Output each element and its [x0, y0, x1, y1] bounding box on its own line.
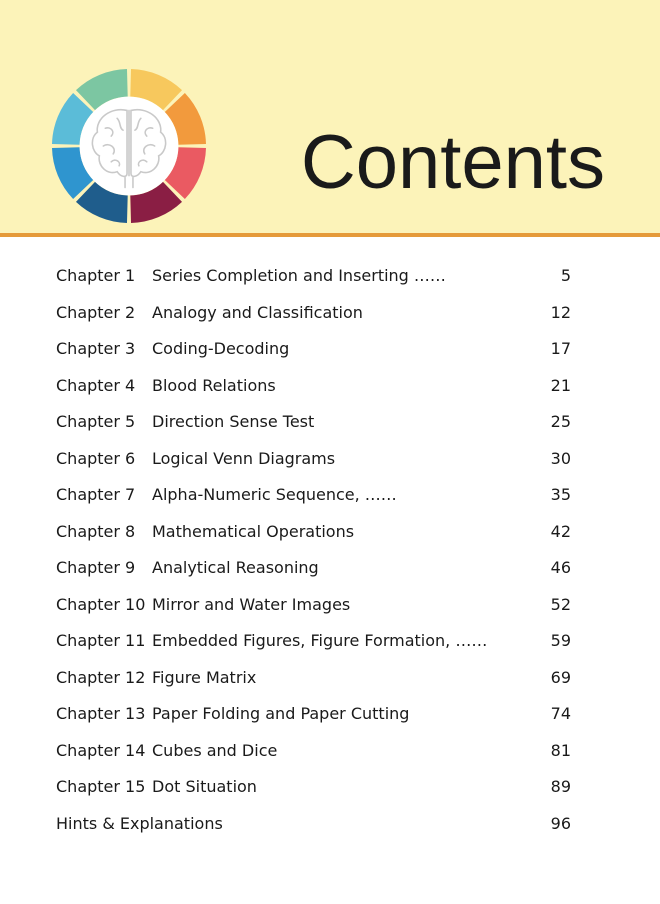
hints-label: Hints & Explanations — [56, 813, 223, 833]
chapter-number: Chapter 12 — [56, 667, 146, 687]
header-banner — [0, 0, 660, 237]
toc-row — [0, 587, 660, 623]
toc-row — [0, 295, 660, 331]
chapter-number: Chapter 14 — [56, 740, 146, 760]
chapter-number: Chapter 4 — [56, 375, 136, 395]
page-number: 59 — [550, 631, 571, 650]
toc-row — [0, 514, 660, 550]
chapter-number: Chapter 7 — [56, 485, 136, 504]
chapter-title: Paper Folding and Paper Cutting — [152, 704, 410, 723]
toc-row — [0, 441, 660, 477]
chapter-title: Mathematical Operations — [152, 521, 355, 541]
chapter-title: Dot Situation — [152, 777, 257, 796]
chapter-number: Chapter 1 — [56, 266, 136, 285]
chapter-number: Chapter 8 — [56, 521, 136, 541]
chapter-title: Direction Sense Test — [152, 412, 315, 431]
page-number: 74 — [550, 704, 571, 723]
chapter-title: Analytical Reasoning — [152, 558, 319, 577]
toc-row — [0, 258, 660, 294]
chapter-title: Logical Venn Diagrams — [152, 448, 336, 468]
page-number: 46 — [550, 558, 571, 577]
chapter-title: Cubes and Dice — [152, 740, 278, 760]
page-number: 5 — [560, 266, 571, 285]
chapter-number: Chapter 13 — [56, 704, 146, 723]
chapter-number: Chapter 15 — [56, 777, 146, 796]
chapter-number: Chapter 10 — [56, 594, 146, 614]
page-number: 35 — [550, 485, 571, 504]
page-title: Contents — [300, 120, 605, 205]
page-number: 52 — [550, 594, 571, 614]
chapter-number: Chapter 5 — [56, 412, 136, 431]
chapter-title: Coding-Decoding — [152, 339, 290, 358]
page-number: 25 — [550, 412, 571, 431]
chapter-title: Embedded Figures, Figure Formation, …… — [152, 631, 488, 650]
toc-row — [0, 733, 660, 769]
chapter-number: Chapter 3 — [56, 339, 136, 358]
chapter-title: Figure Matrix — [152, 667, 257, 687]
page-number: 42 — [550, 521, 571, 541]
page-number: 89 — [550, 777, 571, 796]
page-number: 21 — [550, 375, 571, 395]
page-number: 12 — [550, 302, 571, 322]
toc-row — [0, 550, 660, 586]
chapter-title: Blood Relations — [152, 375, 276, 395]
chapter-title: Analogy and Classification — [152, 302, 363, 322]
page-number: 30 — [550, 448, 571, 468]
toc-row — [0, 623, 660, 659]
chapter-title: Mirror and Water Images — [152, 594, 351, 614]
brain-color-wheel-icon — [50, 67, 208, 225]
toc-row-hints — [0, 806, 660, 842]
chapter-title: Alpha-Numeric Sequence, …… — [152, 485, 397, 504]
toc-row — [0, 331, 660, 367]
toc-row — [0, 769, 660, 805]
chapter-number: Chapter 11 — [56, 631, 146, 650]
toc-row — [0, 368, 660, 404]
chapter-number: Chapter 6 — [56, 448, 136, 468]
page-number: 81 — [550, 740, 571, 760]
toc-row — [0, 404, 660, 440]
toc-row — [0, 696, 660, 732]
page-number: 69 — [550, 667, 571, 687]
chapter-number: Chapter 9 — [56, 558, 136, 577]
toc-row — [0, 477, 660, 513]
toc-row — [0, 660, 660, 696]
chapter-number: Chapter 2 — [56, 302, 136, 322]
page-number: 96 — [550, 813, 571, 833]
page-number: 17 — [550, 339, 571, 358]
chapter-title: Series Completion and Inserting …… — [152, 266, 446, 285]
